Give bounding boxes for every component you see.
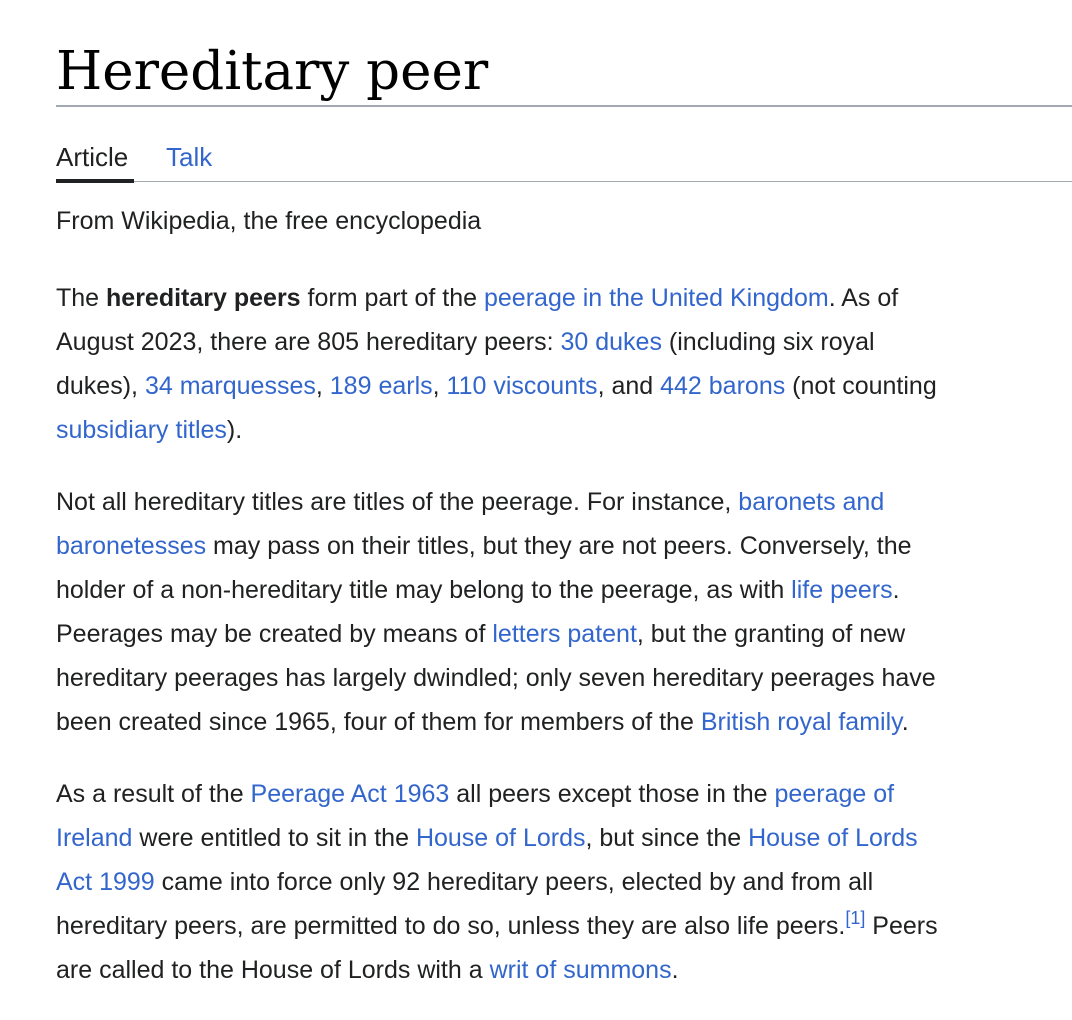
text: (including six royal	[661, 328, 875, 356]
paragraph-intro	[56, 276, 1072, 452]
link-barons[interactable]: 442 barons	[660, 372, 786, 400]
text: August 2023, there are 805 hereditary peers:	[56, 328, 561, 356]
text: dukes),	[56, 372, 145, 400]
link-earls[interactable]: 189 earls	[329, 372, 433, 400]
bold-term: hereditary peers	[106, 284, 301, 312]
link-subsidiary-titles[interactable]: subsidiary titles	[56, 416, 227, 444]
text: (not counting	[785, 372, 937, 400]
text: may pass on their titles, but they are not peers. Conversely, the	[206, 532, 912, 560]
link-house-of-lords-act-1999[interactable]: House of Lords	[748, 824, 918, 852]
text: As a result of the	[56, 780, 251, 808]
text: The	[56, 284, 107, 312]
link-peerage-of-ireland-cont[interactable]: Ireland	[56, 824, 133, 852]
text: ).	[226, 416, 243, 444]
paragraph-titles	[56, 480, 1072, 744]
text: hereditary peers, are permitted to do so, unless they are also life peers.	[56, 912, 846, 940]
link-british-royal-family[interactable]: British royal family	[700, 708, 902, 736]
link-viscounts[interactable]: 110 viscounts	[446, 372, 598, 400]
text: were entitled to sit in the	[132, 824, 416, 852]
text: came into force only 92 hereditary peers, elected by and from all	[154, 868, 874, 896]
text: . As of	[828, 284, 899, 312]
text: form part of the	[300, 284, 484, 312]
text: , but since the	[585, 824, 749, 852]
link-house-of-lords[interactable]: House of Lords	[415, 824, 586, 852]
text: been created since 1965, four of them for members of the	[56, 708, 701, 736]
text: ,	[432, 372, 447, 400]
text: .	[671, 956, 679, 984]
paragraph-lords	[56, 772, 1072, 992]
link-peerage-uk[interactable]: peerage in the United Kingdom	[484, 284, 829, 312]
link-marquesses[interactable]: 34 marquesses	[144, 372, 316, 400]
text: .	[892, 576, 900, 604]
text: ,	[315, 372, 330, 400]
link-dukes[interactable]: 30 dukes	[560, 328, 662, 356]
site-tagline: From Wikipedia, the free encyclopedia	[56, 207, 482, 235]
text: , but the granting of new	[636, 620, 906, 648]
link-peerage-of-ireland[interactable]: peerage of	[774, 780, 895, 808]
text: hereditary peerages has largely dwindled; only seven hereditary peerages have	[56, 664, 936, 692]
citation-ref	[845, 908, 865, 928]
link-peerage-act-1963[interactable]: Peerage Act 1963	[250, 780, 450, 808]
link-baronets[interactable]: baronets and	[738, 488, 885, 516]
link-baronets-cont[interactable]: baronetesses	[56, 532, 207, 560]
link-letters-patent[interactable]: letters patent	[492, 620, 637, 648]
text: Not all hereditary titles are titles of the peerage. For instance,	[56, 488, 739, 516]
text: .	[901, 708, 909, 736]
text: Peers	[865, 912, 938, 940]
text: are called to the House of Lords with a	[56, 956, 490, 984]
citation-link[interactable]: [1]	[845, 908, 866, 928]
text: , and	[597, 372, 661, 400]
tab-article[interactable]: Article	[56, 135, 134, 183]
text: holder of a non-hereditary title may belong to the peerage, as with	[56, 576, 792, 604]
text: Peerages may be created by means of	[56, 620, 493, 648]
link-life-peers[interactable]: life peers	[791, 576, 893, 604]
article-page	[56, 0, 1072, 992]
article-tabs	[56, 107, 1072, 182]
link-writ-of-summons[interactable]: writ of summons	[489, 956, 672, 984]
link-house-of-lords-act-1999-cont[interactable]: Act 1999	[56, 868, 155, 896]
text: all peers except those in the	[449, 780, 775, 808]
tab-talk[interactable]: Talk	[166, 142, 213, 172]
page-title: Hereditary peer	[56, 41, 489, 102]
